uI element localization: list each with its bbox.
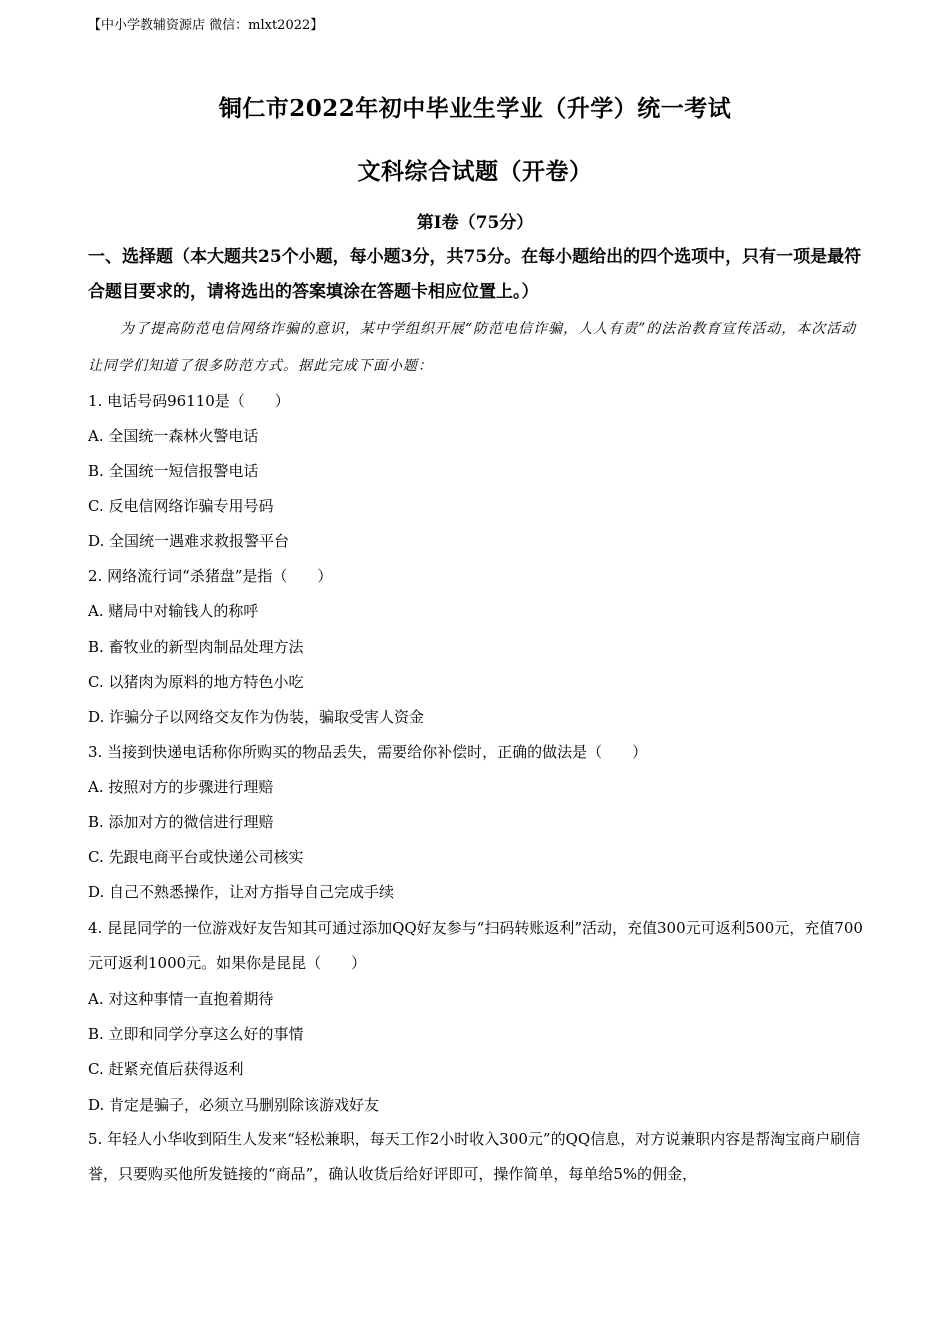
option: A. 全国统一森林火警电话 — [88, 427, 259, 445]
question-stem: 2. 网络流行词“杀猪盘”是指（ ） — [88, 567, 333, 585]
option: C. 以猪肉为原料的地方特色小吃 — [88, 673, 304, 691]
option: A. 按照对方的步骤进行理赔 — [88, 778, 274, 796]
option: C. 赶紧充值后获得返利 — [88, 1060, 244, 1078]
question-stem: 5. 年轻人小华收到陌生人发来“轻松兼职，每天工作2小时收入300元”的QQ信息，对方说兼职内容是帮淘宝商户刷信誉，只要购买他所发链接的“商品”，确认收货后给好评即可，操作简单，每单给5%的佣金， — [88, 1130, 861, 1183]
exam-title: 铜仁市2022年初中毕业生学业（升学）统一考试 — [218, 95, 732, 122]
question-stem: 4. 昆昆同学的一位游戏好友告知其可通过添加QQ好友参与“扫码转账返利”活动，充值300元可返利500元，充值700元可返利1000元。如果你是昆昆（ ） — [88, 919, 863, 972]
option: C. 反电信网络诈骗专用号码 — [88, 497, 274, 515]
exam-subtitle: 文科综合试题（开卷） — [357, 158, 593, 185]
option: B. 立即和同学分享这么好的事情 — [88, 1025, 304, 1043]
option: D. 诈骗分子以网络交友作为伪装，骗取受害人资金 — [88, 708, 425, 726]
option: D. 全国统一遇难求救报警平台 — [88, 532, 290, 550]
option: C. 先跟电商平台或快递公司核实 — [88, 848, 304, 866]
intro-paragraph: 为了提高防范电信网络诈骗的意识，某中学组织开展“防范电信诈骗，人人有责”的法治教育宣传活动，本次活动让同学们知道了很多防范方式。据此完成下面小题： — [88, 321, 857, 374]
option: B. 添加对方的微信进行理赔 — [88, 813, 274, 831]
option: A. 对这种事情一直抱着期待 — [88, 990, 274, 1008]
option: D. 肯定是骗子，必须立马删别除该游戏好友 — [88, 1096, 380, 1114]
header-note: 【中小学教辅资源店 微信：mlxt2022】 — [88, 18, 324, 33]
option: D. 自己不熟悉操作，让对方指导自己完成手续 — [88, 883, 395, 901]
question-stem: 1. 电话号码96110是（ ） — [88, 392, 290, 410]
option: B. 畜牧业的新型肉制品处理方法 — [88, 638, 304, 656]
volume-label: 第Ⅰ卷（75分） — [416, 213, 534, 233]
option: A. 赌局中对输钱人的称呼 — [88, 602, 259, 620]
option: B. 全国统一短信报警电话 — [88, 462, 259, 480]
question-stem: 3. 当接到快递电话称你所购买的物品丢失，需要给你补偿时，正确的做法是（ ） — [88, 743, 648, 761]
section-one-heading: 一、选择题（本大题共25个小题，每小题3分，共75分。在每小题给出的四个选项中，只有一项是最符合题目要求的，请将选出的答案填涂在答题卡相应位置上。） — [88, 247, 862, 302]
